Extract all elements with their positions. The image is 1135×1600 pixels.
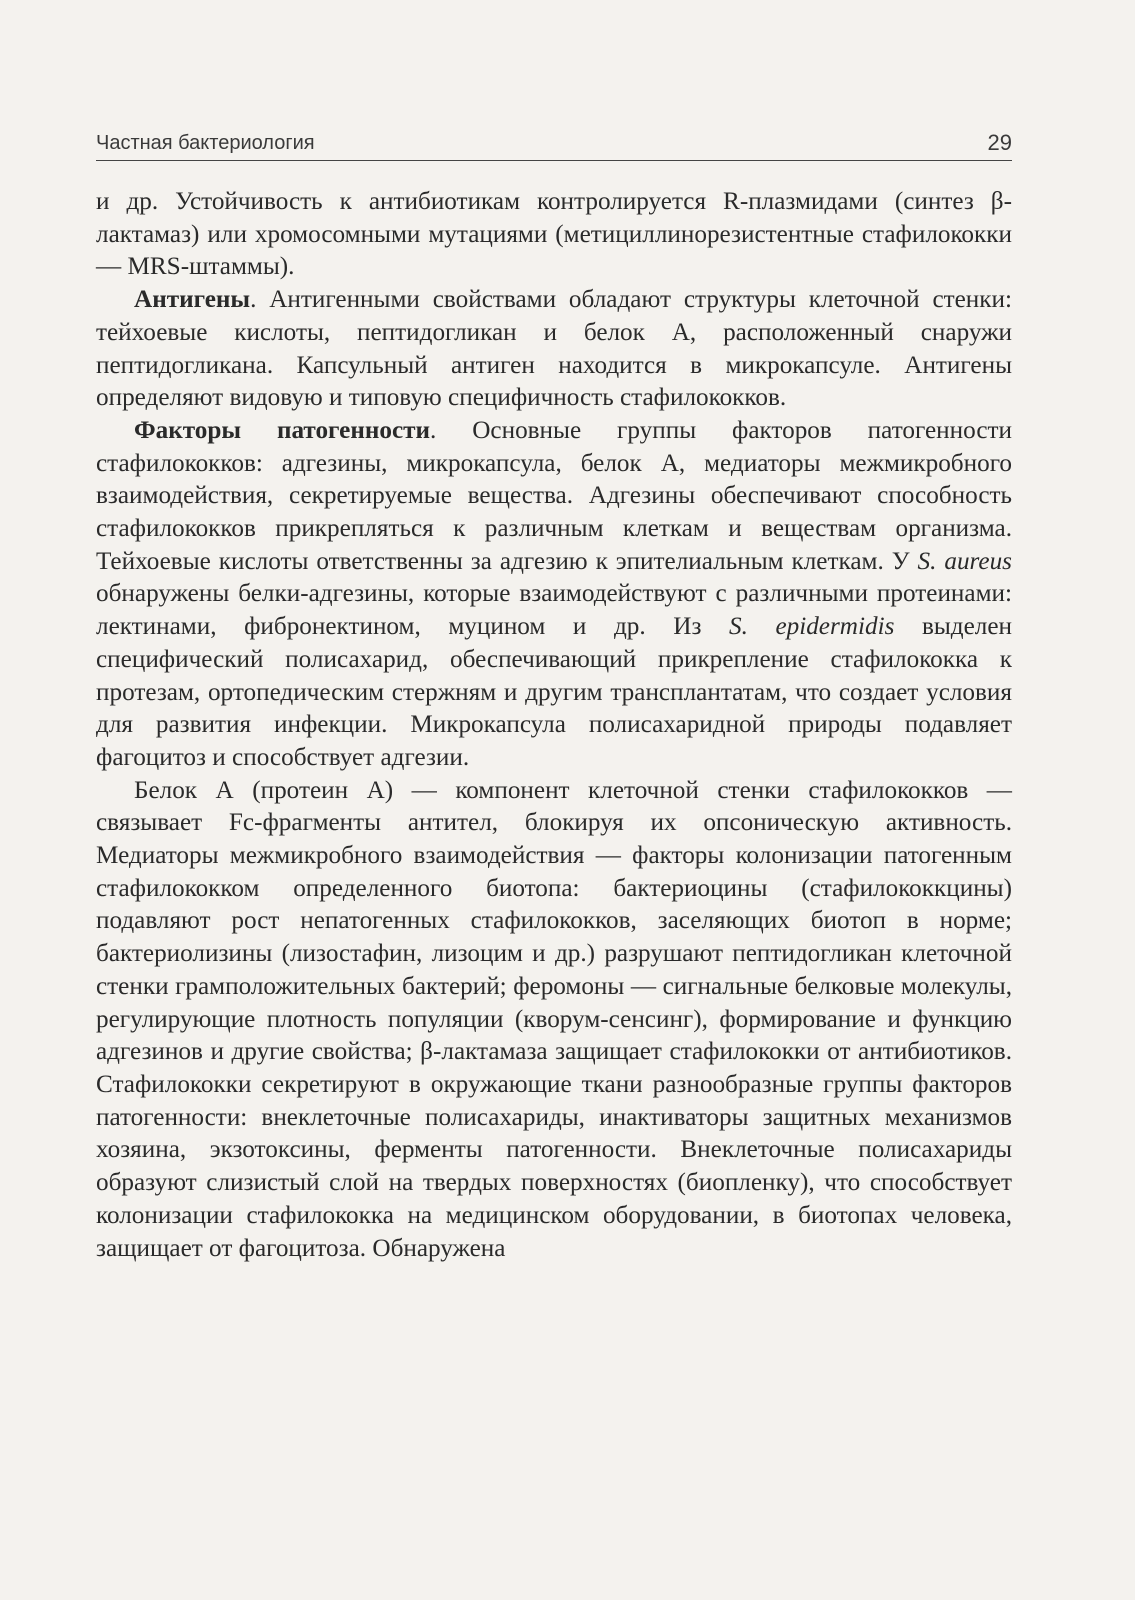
- paragraph-protein-a: Белок А (протеин А) — компонент клеточной стенки стафилококков — связывает Fc-фрагменты антител, блокируя их опсоническую активность. Медиаторы межмикробного взаимодействия — факторы колонизации патогенным стафилококком определенного биотопа: бактериоцины (стафилококкцины) подавляют рост непатогенных стафилококков, заселяющих биотоп в норме; бактериолизины (лизостафин, лизоцим и др.) разрушают пептидогликан клеточной стенки грамположительных бактерий; феромоны — сигнальные белковые молекулы, регулирующие плотность популяции (кворум-сенсинг), формирование и функцию адгезинов и другие свойства; β-лактамаза защищает стафилококки от антибиотиков. Стафилококки секретируют в окружающие ткани разнообразные группы факторов патогенности: внеклеточные полисахариды, инактиваторы защитных механизмов хозяина, экзотоксины, ферменты патогенности. Внеклеточные полисахариды образуют слизистый слой на твердых поверхностях (биопленку), что способствует колонизации стафилококка на медицинском оборудовании, в биотопах человека, защищает от фагоцитоза. Обнаружена: [96, 776, 1012, 1262]
- running-header: [96, 128, 1012, 158]
- paragraph-text: . Основные группы факторов патогенности стафилококков: адгезины, микрокапсула, белок А, медиаторы межмикробного взаимодействия, секретируемые вещества. Адгезины обеспечивают способность стафилококков прикрепляться к различным клеткам и веществам организма. Тейхоевые кислоты ответственны за адгезию к эпителиальным клеткам. У: [96, 416, 1012, 575]
- paragraph-antigens: [96, 284, 1012, 415]
- paragraph-continuation: и др. Устойчивость к антибиотикам контролируется R-плазмидами (синтез β-лактамаз) или хромосомными мутациями (метициллинорезистентные стафилококки — MRS-штаммы).: [96, 188, 1012, 281]
- page-number: 29: [987, 130, 1012, 155]
- species-name: S. epidermidis: [728, 613, 895, 641]
- chapter-title: Частная бактериология: [96, 132, 315, 154]
- paragraph-pathogenicity: [96, 415, 1012, 775]
- species-name: S. aureus: [917, 547, 1012, 575]
- paragraph-text: . Антигенными свойствами обладают структуры клеточной стенки: тейхоевые кислоты, пептидогликан и белок А, расположенный снаружи пептидогликана. Капсульный антиген находится в микрокапсуле. Антигены определяют видовую и типовую специфичность стафилококков.: [96, 286, 1012, 412]
- paragraph-text: выделен специфический полисахарид, обеспечивающий прикрепление стафилококка к протезам, ортопедическим стержням и другим трансплантатам, что создает условия для развития инфекции. Микрокапсула полисахаридной природы подавляет фагоцитоз и способствует адгезии.: [96, 613, 1012, 771]
- section-heading-antigens: Антигены: [134, 286, 251, 314]
- section-heading-pathogenicity: Факторы патогенности: [134, 416, 431, 444]
- body-text: [96, 186, 1012, 1265]
- paragraph-text: обнаружены белки-адгезины, которые взаимодействуют с различными протеинами: лектинами, фибронектином, муцином и др. Из: [96, 580, 1012, 641]
- header-rule: [96, 160, 1012, 161]
